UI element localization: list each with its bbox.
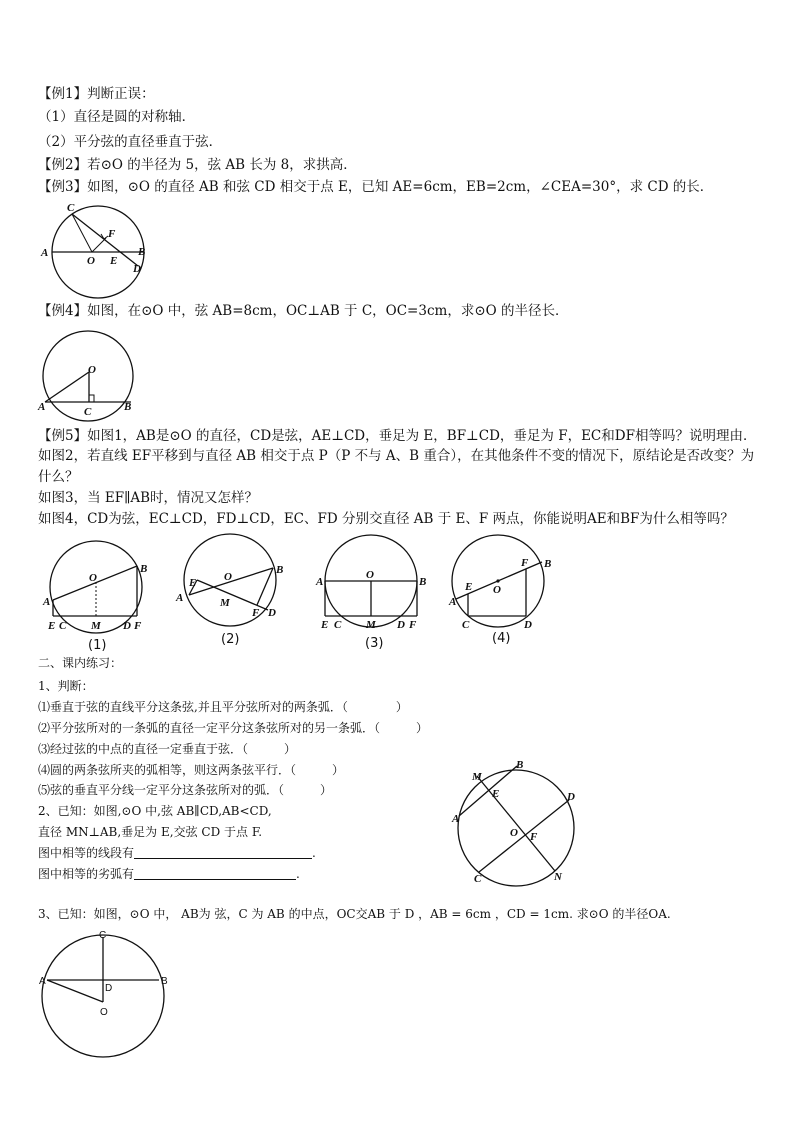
q2-label-m: M — [472, 771, 482, 783]
q3-figure — [38, 928, 178, 1068]
fig3-caption: (3) — [365, 636, 384, 651]
q1-item-5: ⑸弦的垂直平分线一定平分这条弦所对的弧．（ ） — [38, 783, 333, 797]
fig3-label-c: C — [334, 619, 342, 631]
ex3-segment-oc — [72, 214, 92, 252]
ex4-segment-oa — [45, 372, 89, 402]
q1-title: 1、判断： — [38, 679, 94, 693]
fig3-label-o: O — [366, 569, 374, 581]
ex3-label-e: E — [110, 255, 118, 267]
ex4-right-angle — [89, 395, 94, 402]
fig1-label-c: C — [59, 620, 67, 632]
q2-chord-cd — [479, 800, 569, 872]
fig4-label-o: O — [493, 584, 501, 596]
fig3-label-f: F — [409, 619, 417, 631]
ex4-label-b: B — [124, 401, 132, 413]
fig3-label-d: D — [397, 619, 405, 631]
example-5-line-3: 什么？ — [38, 469, 79, 485]
fig4-caption: (4) — [492, 631, 511, 646]
fig1-label-e: E — [48, 620, 56, 632]
q2-period-2: . — [296, 867, 300, 881]
q2-equal-arcs-blank[interactable] — [134, 867, 296, 880]
fig1-label-m: M — [91, 620, 101, 632]
example-1-title: 【例1】判断正误： — [38, 86, 155, 102]
q3-segment-oa — [47, 980, 103, 1002]
q2-period-1: . — [312, 846, 316, 860]
ex3-label-d: D — [133, 263, 141, 275]
fig3-label-m: M — [366, 619, 376, 631]
example-5-line-1: 【例5】如图1，AB是⊙O 的直径，CD是弦，AE⊥CD，垂足为 E，BF⊥CD，垂足为 F，EC和DF相等吗？说明理由． — [38, 428, 757, 444]
q3-label-b: B — [161, 976, 168, 987]
example-5-line-5: 如图4，CD为弦，EC⊥CD，FD⊥CD，EC、FD 分别交直径 AB 于 E、F 两点，你能说明AE和BF为什么相等吗？ — [38, 511, 734, 527]
q2-line-4: 图中相等的劣弧有 — [38, 867, 135, 881]
q1-item-3: ⑶经过弦的中点的直径一定垂直于弦．（ ） — [38, 742, 297, 756]
q2-line-3: 图中相等的线段有 — [38, 846, 135, 860]
q2-label-e: E — [492, 788, 500, 800]
fig2-label-a: A — [176, 592, 184, 604]
fig2-label-m: M — [220, 597, 230, 609]
fig4-label-a: A — [449, 596, 457, 608]
ex3-label-o: O — [87, 255, 95, 267]
ex3-label-a: A — [41, 247, 49, 259]
fig2-caption: (2) — [221, 632, 240, 647]
example-1-item-1: （1）直径是圆的对称轴． — [38, 109, 196, 125]
ex3-label-f: F — [108, 228, 116, 240]
fig1-label-d: D — [123, 620, 131, 632]
example-5-figure-2 — [175, 538, 290, 653]
fig3-label-e: E — [321, 619, 329, 631]
ex3-label-c: C — [67, 202, 75, 214]
q2-label-b: B — [516, 759, 524, 771]
fig2-label-f: F — [252, 607, 260, 619]
q3-label-o: O — [100, 1007, 108, 1018]
fig4-label-b: B — [544, 558, 552, 570]
q2-equal-segments-row — [38, 846, 316, 859]
ex3-chord-cd — [72, 214, 138, 266]
q2-figure — [448, 758, 583, 883]
q2-label-c: C — [474, 873, 482, 885]
fig4-label-d: D — [524, 619, 532, 631]
q2-chord-ab — [459, 766, 517, 816]
q2-label-o: O — [510, 827, 518, 839]
fig2-label-d: D — [268, 607, 276, 619]
ex3-segment-of — [92, 238, 106, 252]
q3-text: 3、已知：如图，⊙O 中， AB为 弦，C 为 AB 的中点，OC交AB 于 D ，AB = 6cm ，CD = 1cm. 求⊙O 的半径OA. — [38, 907, 671, 921]
fig4-label-e: E — [465, 581, 473, 593]
fig4-label-f: F — [521, 557, 529, 569]
q1-item-1: ⑴垂直于弦的直线平分这条弦,并且平分弦所对的两条弧．（ ） — [38, 700, 408, 714]
q2-line-2: 直径 MN⊥AB,垂足为 E,交弦 CD 于点 F. — [38, 825, 263, 839]
ex4-label-o: O — [88, 364, 96, 376]
example-1-item-2: （2）平分弦的直径垂直于弦． — [38, 134, 223, 150]
example-5-line-4: 如图3，当 EF∥AB时，情况又怎样？ — [38, 490, 259, 506]
q3-label-d: D — [105, 983, 113, 994]
example-5-figure-1 — [42, 538, 157, 653]
example-4-figure — [38, 326, 148, 426]
fig1-label-f: F — [134, 620, 142, 632]
example-5-line-2: 如图2，若直线 EF平移到与直径 AB 相交于点 P（P 不与 A、B 重合），在其他条件不变的情况下，原结论是否改变？为 — [38, 448, 755, 464]
q2-label-a: A — [452, 813, 460, 825]
example-3-text: 【例3】如图，⊙O 的直径 AB 和弦 CD 相交于点 E，已知 AE=6cm，EB=2cm，∠CEA=30°，求 CD 的长． — [38, 179, 714, 195]
fig2-label-b: B — [276, 564, 284, 576]
q2-equal-segments-blank[interactable] — [134, 846, 312, 859]
q3-label-c: C — [99, 930, 107, 941]
q2-label-d: D — [567, 791, 575, 803]
ex3-label-b: B — [138, 246, 146, 258]
q2-equal-arcs-row — [38, 867, 300, 880]
example-5-figure-3 — [315, 535, 430, 650]
ex4-label-c: C — [84, 406, 92, 418]
q2-line-1: 2、已知：如图,⊙O 中,弦 AB∥CD,AB<CD, — [38, 804, 272, 818]
q2-label-f: F — [530, 831, 538, 843]
ex4-label-a: A — [38, 401, 46, 413]
example-2-text: 【例2】若⊙O 的半径为 5，弦 AB 长为 8，求拱高． — [38, 157, 357, 173]
example-5-figure-4 — [448, 535, 563, 650]
fig3-label-a: A — [316, 576, 324, 588]
fig2-label-o: O — [224, 571, 232, 583]
fig4-label-c: C — [462, 619, 470, 631]
fig2-label-e: E — [189, 577, 197, 589]
q3-label-a: A — [39, 976, 46, 987]
fig1-caption: (1) — [88, 638, 107, 653]
q1-item-2: ⑵平分弦所对的一条弧的直径一定平分这条弦所对的另一条弧．（ ） — [38, 721, 429, 735]
fig1-label-o: O — [89, 572, 97, 584]
q1-item-4: ⑷圆的两条弦所夹的弧相等，则这两条弦平行．（ ） — [38, 763, 345, 777]
example-3-figure — [40, 200, 160, 280]
fig2-line-ef — [197, 580, 268, 610]
fig1-label-b: B — [140, 563, 148, 575]
fig2-perp-bf — [257, 568, 273, 605]
fig1-label-a: A — [43, 596, 51, 608]
fig4-center-dot — [496, 579, 499, 582]
part-2-heading: 二、课内练习： — [38, 656, 123, 670]
example-4-text: 【例4】如图，在⊙O 中，弦 AB=8cm，OC⊥AB 于 C，OC=3cm，求⊙O 的半径长． — [38, 303, 569, 319]
q2-label-n: N — [554, 871, 562, 883]
fig3-label-b: B — [419, 576, 427, 588]
